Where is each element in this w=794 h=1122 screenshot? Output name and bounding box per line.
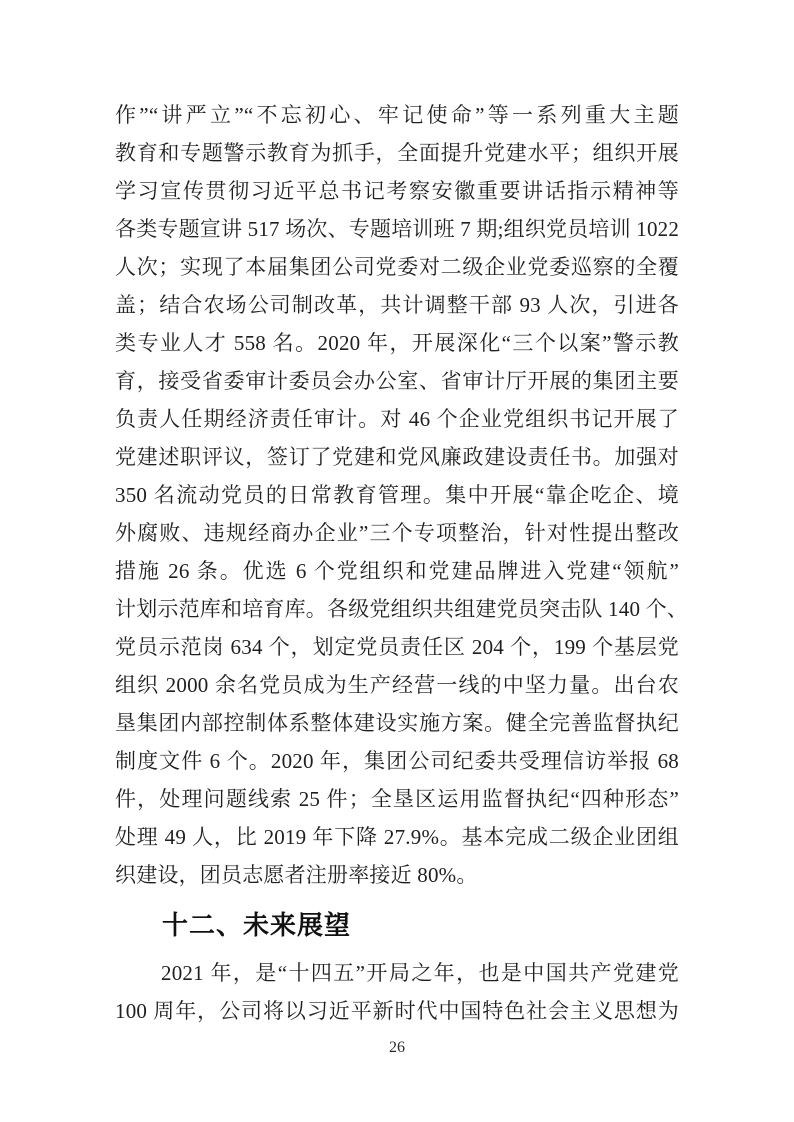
body-text-line: 组织 2000 余名党员成为生产经营一线的中坚力量。出台农 xyxy=(115,673,679,697)
page-number: 26 xyxy=(389,1039,405,1056)
section-heading: 十二、未来展望 xyxy=(162,910,352,940)
body-text-line: 件，处理问题线索 25 件；全垦区运用监督执纪“四种形态” xyxy=(115,787,679,811)
body-text-line: 人次；实现了本届集团公司党委对二级企业党委巡察的全覆 xyxy=(115,255,679,279)
body-text-line: 350 名流动党员的日常教育管理。集中开展“靠企吃企、境 xyxy=(115,483,679,507)
body-text-line: 作”“讲严立”“不忘初心、牢记使命”等一系列重大主题 xyxy=(115,103,679,127)
body-text-line: 计划示范库和培育库。各级党组织共组建党员突击队 140 个、 xyxy=(115,597,688,621)
body-text-line: 措施 26 条。优选 6 个党组织和党建品牌进入党建“领航” xyxy=(115,559,679,583)
document-body xyxy=(115,96,688,1030)
body-text-line: 100 周年，公司将以习近平新时代中国特色社会主义思想为 xyxy=(115,999,679,1023)
body-text-line: 2021 年，是“十四五”开局之年，也是中国共产党建党 xyxy=(161,961,679,985)
body-text-line: 制度文件 6 个。2020 年，集团公司纪委共受理信访举报 68 xyxy=(115,749,679,773)
body-text-line: 垦集团内部控制体系整体建设实施方案。健全完善监督执纪 xyxy=(115,711,679,735)
body-text-line: 类专业人才 558 名。2020 年，开展深化“三个以案”警示教 xyxy=(115,331,679,355)
body-text-line: 织建设，团员志愿者注册率接近 80%。 xyxy=(115,863,478,887)
body-text-line: 负责人任期经济责任审计。对 46 个企业党组织书记开展了 xyxy=(115,407,679,431)
body-text-line: 学习宣传贯彻习近平总书记考察安徽重要讲话指示精神等 xyxy=(115,179,679,203)
body-text-line: 各类专题宣讲 517 场次、专题培训班 7 期;组织党员培训 1022 xyxy=(115,217,680,241)
body-text-line: 盖；结合农场公司制改革，共计调整干部 93 人次，引进各 xyxy=(115,293,679,317)
body-text-line: 党建述职评议，签订了党建和党风廉政建设责任书。加强对 xyxy=(115,445,679,469)
body-text-line: 党员示范岗 634 个，划定党员责任区 204 个，199 个基层党 xyxy=(115,635,679,659)
body-text-line: 教育和专题警示教育为抓手，全面提升党建水平；组织开展 xyxy=(115,141,679,165)
body-text-line: 处理 49 人，比 2019 年下降 27.9%。基本完成二级企业团组 xyxy=(115,825,679,849)
outlook-paragraph xyxy=(115,954,679,1030)
body-text-line: 育，接受省委审计委员会办公室、省审计厅开展的集团主要 xyxy=(115,369,679,393)
body-text-line: 外腐败、违规经商办企业”三个专项整治，针对性提出整改 xyxy=(115,521,679,545)
